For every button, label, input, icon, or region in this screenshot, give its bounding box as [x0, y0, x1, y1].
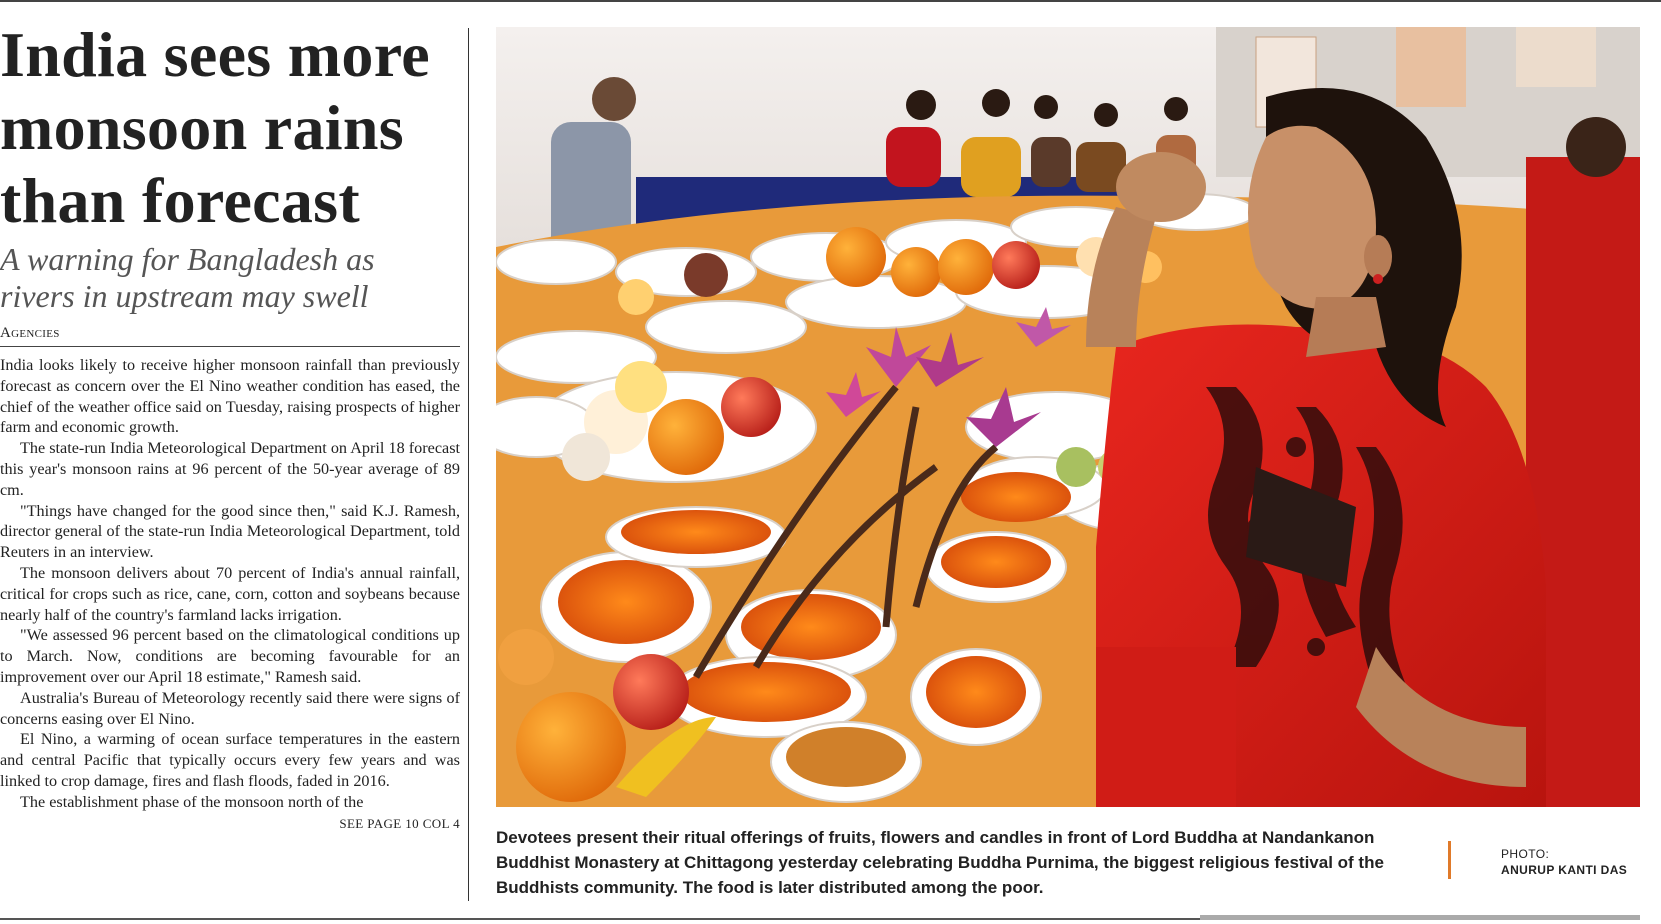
top-rule	[0, 0, 1661, 2]
headline-line: than forecast	[0, 165, 360, 236]
paragraph: "Things have changed for the good since then," said K.J. Ramesh, director general of the state-run India Meteorological Department, told Reuters in an interview.	[0, 501, 460, 562]
photo-caption: Devotees present their ritual offerings of fruits, flowers and candles in front of Lord Buddha at Nandankanon Buddhist Monastery at Chittagong yesterday celebrating Buddha Purnima, the biggest religious festival of the Buddhists community. The food is later distributed among the poor.	[496, 828, 1384, 897]
paragraph: The establishment phase of the monsoon north of the	[20, 792, 364, 811]
subheadline	[0, 241, 460, 315]
subhead-line: rivers in upstream may swell	[0, 278, 369, 314]
paragraph: India looks likely to receive higher monsoon rainfall than previously forecast as concern over the El Nino weather condition has eased, the chief of the weather office said on Tuesday, raising prospects of higher farm and economic growth.	[0, 356, 460, 437]
bottom-rule	[0, 918, 1200, 920]
byline: Agencies	[0, 325, 460, 347]
paragraph: The state-run India Meteorological Department on April 18 forecast this year's monsoon rains at 96 percent of the 50-year average of 89 cm.	[0, 439, 460, 499]
column-divider	[468, 28, 469, 901]
paragraph: "We assessed 96 percent based on the climatological conditions up to March. Now, conditions are becoming favourable for an improvement over our April 18 estimate," Ramesh said.	[0, 626, 460, 686]
continued-on-link[interactable]: SEE PAGE 10 COL 4	[339, 815, 460, 831]
photo-illustration	[496, 27, 1640, 807]
article	[0, 18, 460, 832]
paragraph: The monsoon delivers about 70 percent of India's annual rainfall, critical for crops such as rice, cane, corn, cotton and soybeans because nearly half of the country's farmland lacks irrigation.	[0, 563, 460, 624]
headline	[0, 18, 460, 237]
news-photo	[496, 27, 1640, 807]
paragraph: El Nino, a warming of ocean surface temperatures in the eastern and central Pacific that typically occurs every few years and was linked to crop damage, fires and flash floods, faded in 2016.	[0, 730, 460, 790]
credit-accent-bar	[1448, 841, 1451, 879]
article-body	[0, 355, 460, 813]
photo-credit	[1501, 846, 1651, 878]
headline-line: India sees more	[0, 19, 430, 90]
credit-name: ANURUP KANTI DAS	[1501, 863, 1628, 877]
subhead-line: A warning for Bangladesh as	[0, 241, 375, 277]
bottom-rule-right	[1200, 915, 1640, 920]
paragraph: Australia's Bureau of Meteorology recently said there were signs of concerns easing over El Nino.	[0, 688, 460, 728]
headline-line: monsoon rains	[0, 92, 404, 163]
credit-label: PHOTO:	[1501, 847, 1550, 861]
